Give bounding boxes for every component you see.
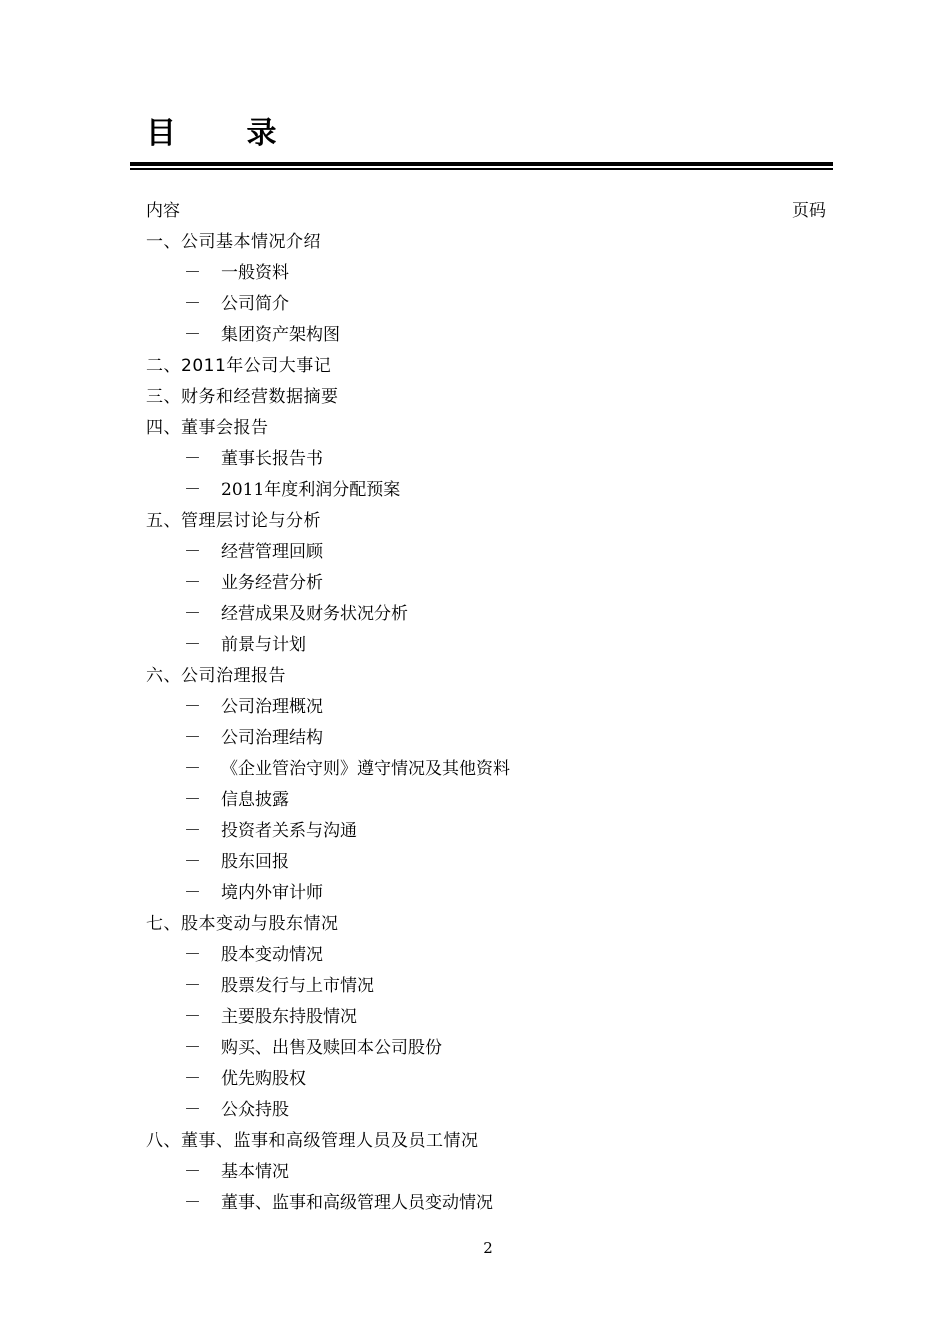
dash-bullet: － [184,604,201,624]
toc-subsection-label: 股票发行与上市情况 [221,976,374,996]
toc-subsection-item[interactable] [146,1188,836,1219]
dash-bullet: － [184,1100,201,1120]
toc-section-item[interactable]: 三、财务和经营数据摘要 [146,387,339,407]
dash-bullet: － [184,697,201,717]
content-column-label: 内容 [146,201,180,221]
dash-bullet: － [184,1038,201,1058]
dash-bullet: － [184,573,201,593]
toc-subsection-label: 集团资产架构图 [221,325,340,345]
toc-subsection-item[interactable] [146,568,836,599]
toc-subsection-label: 主要股东持股情况 [221,1007,357,1027]
dash-bullet: － [184,821,201,841]
page-number: 2 [483,1239,493,1257]
toc-subsection-label: 基本情况 [221,1162,289,1182]
dash-bullet: － [184,790,201,810]
toc-subsection-item[interactable] [146,847,836,878]
toc-subsection-item[interactable] [146,444,836,475]
dash-bullet: － [184,263,201,283]
toc-subsection-label: 公司治理结构 [221,728,323,748]
toc-subsection-label: 前景与计划 [221,635,306,655]
toc-subsection-label: 境内外审计师 [221,883,323,903]
toc-subsection-item[interactable] [146,289,836,320]
table-of-contents [146,227,836,1219]
toc-subsection-item[interactable] [146,258,836,289]
dash-bullet: － [184,852,201,872]
toc-subsection-label: 2011年度利润分配预案 [221,480,401,500]
toc-subsection-item[interactable] [146,940,836,971]
toc-subsection-item[interactable] [146,630,836,661]
toc-subsection-label: 《企业管治守则》遵守情况及其他资料 [221,759,510,779]
toc-header [146,197,826,225]
toc-section-item[interactable]: 五、管理层讨论与分析 [146,511,321,531]
toc-subsection-item[interactable] [146,816,836,847]
toc-subsection-item[interactable] [146,320,836,351]
toc-section-item[interactable]: 四、董事会报告 [146,418,269,438]
toc-subsection-label: 信息披露 [221,790,289,810]
dash-bullet: － [184,294,201,314]
toc-subsection-item[interactable] [146,1002,836,1033]
dash-bullet: － [184,883,201,903]
dash-bullet: － [184,480,201,500]
dash-bullet: － [184,542,201,562]
toc-subsection-label: 一般资料 [221,263,289,283]
dash-bullet: － [184,759,201,779]
toc-subsection-label: 业务经营分析 [221,573,323,593]
toc-subsection-item[interactable] [146,599,836,630]
toc-subsection-item[interactable] [146,537,836,568]
dash-bullet: － [184,635,201,655]
title-divider-thin [130,168,833,170]
toc-subsection-item[interactable] [146,878,836,909]
dash-bullet: － [184,945,201,965]
toc-subsection-item[interactable] [146,785,836,816]
page-title: 目 录 [146,116,307,151]
page-column-label: 页码 [792,201,826,221]
dash-bullet: － [184,1162,201,1182]
toc-subsection-label: 投资者关系与沟通 [221,821,357,841]
dash-bullet: － [184,325,201,345]
toc-subsection-item[interactable] [146,1064,836,1095]
toc-subsection-label: 公司治理概况 [221,697,323,717]
toc-subsection-item[interactable] [146,692,836,723]
dash-bullet: － [184,1069,201,1089]
toc-subsection-label: 经营管理回顾 [221,542,323,562]
toc-subsection-label: 公众持股 [221,1100,289,1120]
toc-subsection-item[interactable] [146,1095,836,1126]
toc-subsection-label: 公司简介 [221,294,289,314]
toc-section-item[interactable]: 一、公司基本情况介绍 [146,232,321,252]
toc-subsection-label: 股本变动情况 [221,945,323,965]
title-divider-thick [130,162,833,166]
dash-bullet: － [184,1193,201,1213]
toc-section-item[interactable]: 八、董事、监事和高级管理人员及员工情况 [146,1131,479,1151]
toc-subsection-label: 购买、出售及赎回本公司股份 [221,1038,442,1058]
toc-section-item[interactable]: 七、股本变动与股东情况 [146,914,339,934]
toc-subsection-item[interactable] [146,1157,836,1188]
toc-subsection-label: 董事长报告书 [221,449,323,469]
toc-section-item[interactable]: 六、公司治理报告 [146,666,286,686]
toc-subsection-item[interactable] [146,754,836,785]
toc-subsection-item[interactable] [146,1033,836,1064]
toc-subsection-item[interactable] [146,475,836,506]
dash-bullet: － [184,449,201,469]
toc-subsection-label: 经营成果及财务状况分析 [221,604,408,624]
dash-bullet: － [184,1007,201,1027]
toc-subsection-label: 董事、监事和高级管理人员变动情况 [221,1193,493,1213]
toc-subsection-label: 优先购股权 [221,1069,306,1089]
dash-bullet: － [184,976,201,996]
toc-section-item[interactable]: 二、2011年公司大事记 [146,356,332,376]
dash-bullet: － [184,728,201,748]
toc-subsection-item[interactable] [146,971,836,1002]
toc-subsection-label: 股东回报 [221,852,289,872]
toc-subsection-item[interactable] [146,723,836,754]
